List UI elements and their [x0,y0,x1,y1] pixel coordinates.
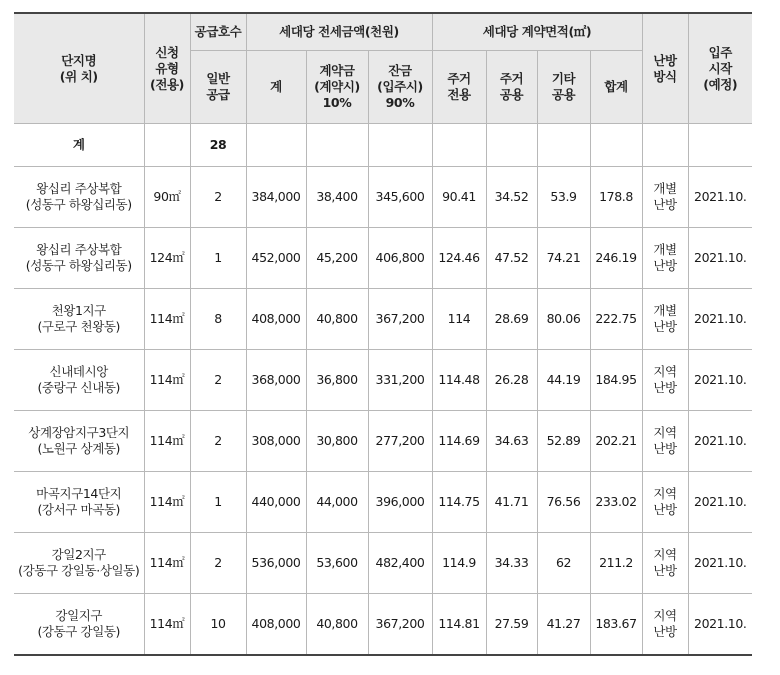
area-sum-cell: 178.8 [590,167,642,228]
supply-units-cell: 2 [190,167,246,228]
area-sum-cell: 202.21 [590,411,642,472]
area-exclusive-cell: 114 [432,289,486,350]
table-row [14,350,752,411]
area-exclusive-cell: 124.46 [432,228,486,289]
table-row [14,411,752,472]
heating-cell: 개별 난방 [642,167,688,228]
area-other-cell: 41.27 [537,594,590,656]
area-common-cell: 26.28 [486,350,537,411]
supply-units-cell: 10 [190,594,246,656]
area-exclusive-cell: 114.75 [432,472,486,533]
deposit-total-cell: 536,000 [246,533,306,594]
deposit-total-cell: 408,000 [246,594,306,656]
deposit-total-cell: 440,000 [246,472,306,533]
area-other-cell: 44.19 [537,350,590,411]
deposit-contract-cell: 45,200 [306,228,368,289]
supply-units-cell: 8 [190,289,246,350]
move-in-cell: 2021.10. [688,472,752,533]
deposit-contract-cell: 30,800 [306,411,368,472]
move-in-cell: 2021.10. [688,411,752,472]
header-area-other: 기타 공용 [537,51,590,124]
sum-cell [486,124,537,167]
complex-name-cell: 마곡지구14단지 (강서구 마곡동) [14,472,144,533]
apply-type-cell: 114㎡ [144,594,190,656]
deposit-balance-cell: 367,200 [368,594,432,656]
deposit-total-cell: 452,000 [246,228,306,289]
area-common-cell: 34.52 [486,167,537,228]
area-common-cell: 28.69 [486,289,537,350]
complex-name-cell: 강일지구 (강동구 강일동) [14,594,144,656]
area-exclusive-cell: 114.81 [432,594,486,656]
apply-type-cell: 114㎡ [144,411,190,472]
area-sum-cell: 246.19 [590,228,642,289]
deposit-balance-cell: 345,600 [368,167,432,228]
area-sum-cell: 233.02 [590,472,642,533]
deposit-balance-cell: 406,800 [368,228,432,289]
deposit-total-cell: 408,000 [246,289,306,350]
heating-cell: 지역 난방 [642,472,688,533]
area-exclusive-cell: 114.9 [432,533,486,594]
move-in-cell: 2021.10. [688,533,752,594]
area-exclusive-cell: 114.69 [432,411,486,472]
area-common-cell: 34.33 [486,533,537,594]
table-row [14,533,752,594]
heating-cell: 개별 난방 [642,289,688,350]
area-common-cell: 47.52 [486,228,537,289]
area-other-cell: 74.21 [537,228,590,289]
move-in-cell: 2021.10. [688,350,752,411]
area-sum-cell: 211.2 [590,533,642,594]
move-in-cell: 2021.10. [688,167,752,228]
deposit-balance-cell: 331,200 [368,350,432,411]
sum-cell [642,124,688,167]
apply-type-cell: 114㎡ [144,289,190,350]
complex-name-cell: 천왕1지구 (구로구 천왕동) [14,289,144,350]
sum-cell [432,124,486,167]
heating-cell: 개별 난방 [642,228,688,289]
deposit-total-cell: 308,000 [246,411,306,472]
move-in-cell: 2021.10. [688,228,752,289]
supply-units-cell: 2 [190,350,246,411]
area-exclusive-cell: 90.41 [432,167,486,228]
sum-units: 28 [190,124,246,167]
area-sum-cell: 222.75 [590,289,642,350]
area-sum-cell: 184.95 [590,350,642,411]
area-other-cell: 53.9 [537,167,590,228]
heating-cell: 지역 난방 [642,594,688,656]
deposit-balance-cell: 367,200 [368,289,432,350]
heating-cell: 지역 난방 [642,350,688,411]
header-deposit-contract: 계약금 (계약시) 10% [306,51,368,124]
rental-table-container [14,12,752,656]
deposit-balance-cell: 277,200 [368,411,432,472]
header-area-group: 세대당 계약면적(㎡) [432,13,642,51]
deposit-contract-cell: 40,800 [306,289,368,350]
apply-type-cell: 114㎡ [144,350,190,411]
area-common-cell: 34.63 [486,411,537,472]
table-row [14,289,752,350]
supply-units-cell: 1 [190,228,246,289]
header-supply-units: 공급호수 [190,13,246,51]
sum-row [14,124,752,167]
complex-name-cell: 신내데시앙 (중랑구 신내동) [14,350,144,411]
deposit-contract-cell: 53,600 [306,533,368,594]
header-deposit-total: 계 [246,51,306,124]
complex-name-cell: 왕십리 주상복합 (성동구 하왕십리동) [14,167,144,228]
apply-type-cell: 114㎡ [144,533,190,594]
table-row [14,167,752,228]
area-other-cell: 76.56 [537,472,590,533]
sum-cell [246,124,306,167]
deposit-contract-cell: 44,000 [306,472,368,533]
complex-name-cell: 강일2지구 (강동구 강일동·상일동) [14,533,144,594]
header-deposit-balance: 잔금 (입주시) 90% [368,51,432,124]
heating-cell: 지역 난방 [642,411,688,472]
deposit-contract-cell: 40,800 [306,594,368,656]
complex-name-cell: 왕십리 주상복합 (성동구 하왕십리동) [14,228,144,289]
header-area-common: 주거 공용 [486,51,537,124]
area-other-cell: 62 [537,533,590,594]
header-area-exclusive: 주거 전용 [432,51,486,124]
deposit-contract-cell: 36,800 [306,350,368,411]
supply-units-cell: 2 [190,533,246,594]
header-deposit-group: 세대당 전세금액(천원) [246,13,432,51]
heating-cell: 지역 난방 [642,533,688,594]
table-row [14,594,752,656]
header-complex-name: 단지명 (위 치) [14,13,144,124]
sum-cell [144,124,190,167]
area-other-cell: 52.89 [537,411,590,472]
deposit-balance-cell: 482,400 [368,533,432,594]
table-row [14,472,752,533]
area-sum-cell: 183.67 [590,594,642,656]
sum-cell [688,124,752,167]
deposit-balance-cell: 396,000 [368,472,432,533]
sum-cell [306,124,368,167]
supply-units-cell: 1 [190,472,246,533]
area-common-cell: 41.71 [486,472,537,533]
deposit-contract-cell: 38,400 [306,167,368,228]
sum-cell [590,124,642,167]
apply-type-cell: 90㎡ [144,167,190,228]
deposit-total-cell: 384,000 [246,167,306,228]
deposit-total-cell: 368,000 [246,350,306,411]
apply-type-cell: 124㎡ [144,228,190,289]
header-supply-general: 일반 공급 [190,51,246,124]
sum-cell [537,124,590,167]
move-in-cell: 2021.10. [688,289,752,350]
complex-name-cell: 상계장암지구3단지 (노원구 상계동) [14,411,144,472]
move-in-cell: 2021.10. [688,594,752,656]
table-row [14,228,752,289]
area-exclusive-cell: 114.48 [432,350,486,411]
header-row-1 [14,13,752,51]
sum-label: 계 [14,124,144,167]
header-apply-type: 신청 유형 (전용) [144,13,190,124]
supply-units-cell: 2 [190,411,246,472]
area-other-cell: 80.06 [537,289,590,350]
area-common-cell: 27.59 [486,594,537,656]
header-heating: 난방 방식 [642,13,688,124]
rental-supply-table [14,12,752,656]
sum-cell [368,124,432,167]
header-area-sum: 합계 [590,51,642,124]
apply-type-cell: 114㎡ [144,472,190,533]
header-move-in: 입주 시작 (예정) [688,13,752,124]
